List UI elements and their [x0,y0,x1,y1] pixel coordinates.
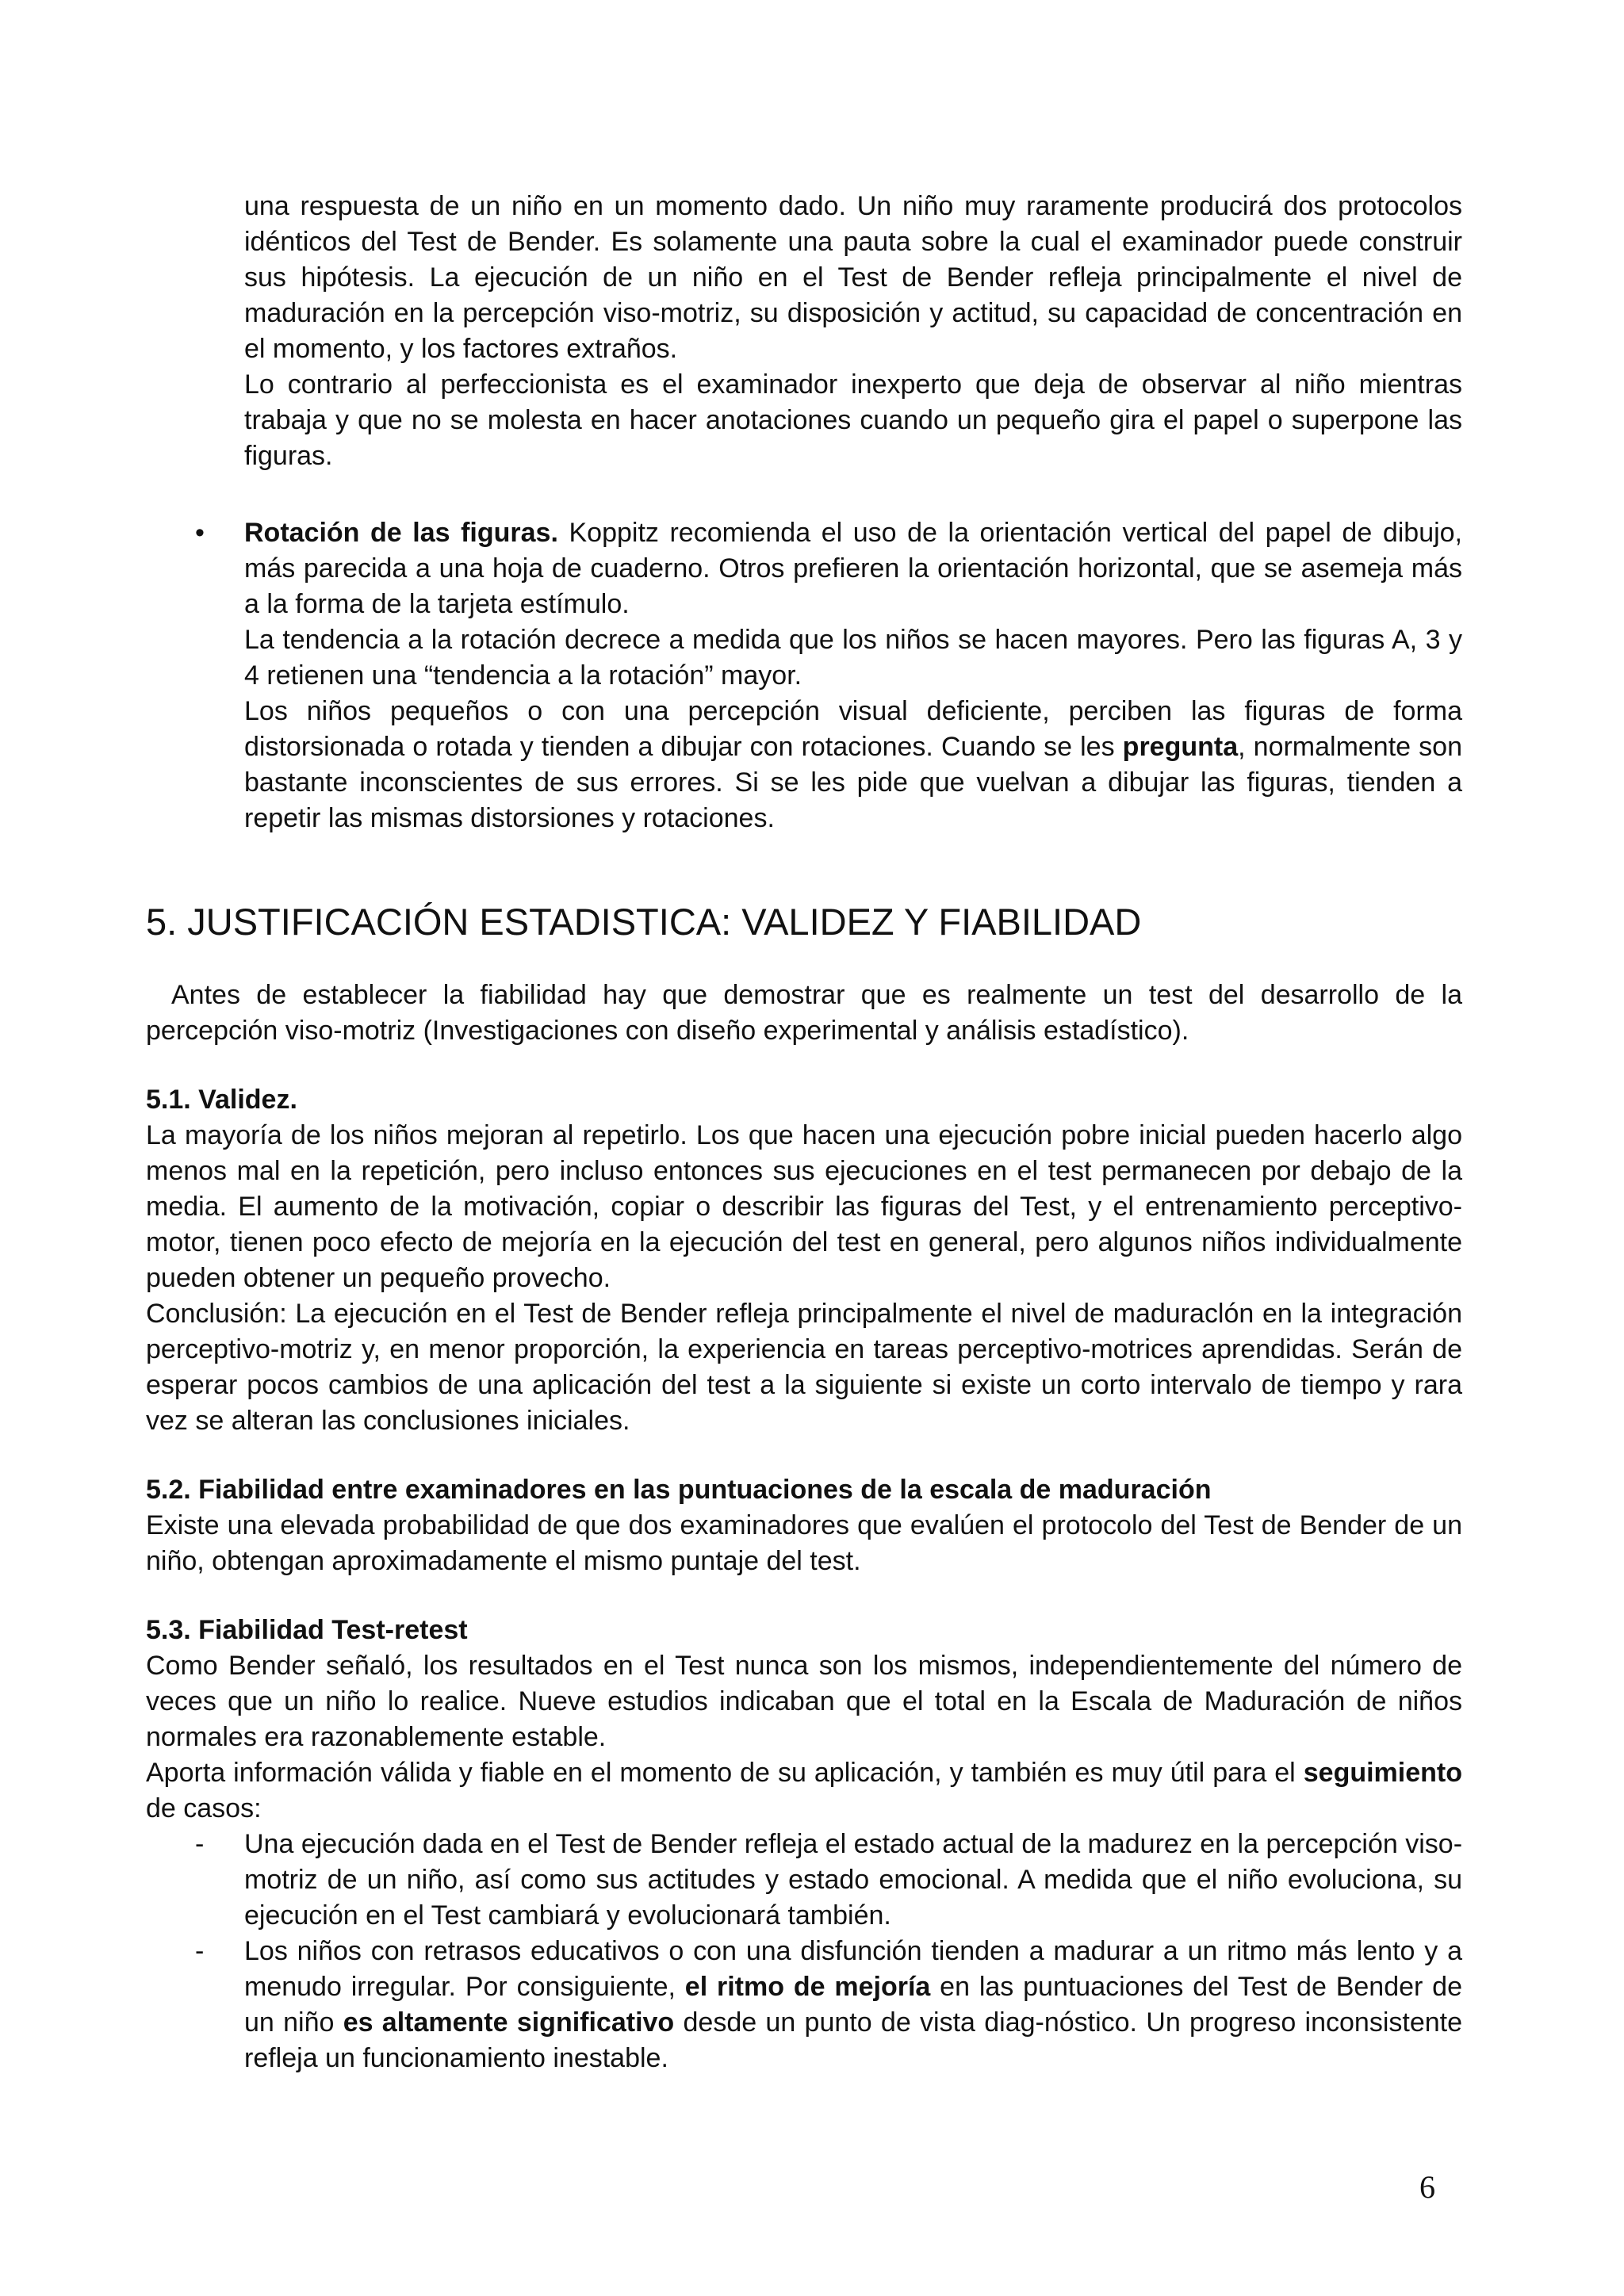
list-item-2-text-d: es altamente significativo [343,2007,675,2038]
bullet-icon: • [195,518,205,548]
rotation-text-1: Koppitz recomienda el uso de la orientación vertical del papel de dibujo, más parecida a una hoja de cuaderno. Otros prefieren la orientación horizontal, que se asemeja más a la forma de la tarjeta estímulo. [244,518,1463,619]
section-5-1-heading: 5.1. Validez. [146,1085,297,1115]
list-item [195,1827,1463,1934]
page-number: 6 [1419,2169,1435,2205]
list-item-2-text-a: Los niños con retrasos educativos o con una disfunción tienden a madurar a un ritmo más lento y a menudo irregular. Por consiguiente, [244,1936,1462,2002]
section-5-1-paragraph-2: Conclusión: La ejecución en el Test de Bender refleja principalmente el nivel de maduraclón en la integración perceptivo-motriz y, en menor proporción, la experiencia en tareas perceptivo-motrices aprendidas. Serán de esperar pocos cambios de una aplicación del test a la siguiente si existe un corto intervalo de tiempo y rara vez se alteran las conclusiones iniciales. [146,1299,1462,1436]
rotation-bullet-block [195,515,1463,836]
section-5-lead: Antes de establecer la fiabilidad hay que demostrar que es realmente un test del desarrollo de la percepción viso-motriz (Investigaciones con diseño experimental y análisis estadístico). [146,980,1462,1046]
section-5-1-paragraph-1: La mayoría de los niños mejoran al repetirlo. Los que hacen una ejecución pobre inicial pueden hacerlo algo menos mal en la repetición, pero incluso entonces sus ejecuciones en el test permanecen por debajo de la media. El aumento de la motivación, copiar o describir las figuras del Test, y el entrenamiento perceptivo-motor, tienen poco efecto de mejoría en la ejecución del test en general, pero algunos niños individualmente pueden obtener un pequeño provecho. [146,1120,1462,1293]
rotation-text-3c: , normalmente son bastante inconscientes de sus errores. Si se les pide que vuelvan a dibujar las figuras, tienden a repetir las mismas distorsiones y rotaciones. [244,732,1462,833]
rotation-paragraph-2: La tendencia a la rotación decrece a medida que los niños se hacen mayores. Pero las figuras A, 3 y 4 retienen una “tendencia a la rotación” mayor. [244,625,1462,691]
list-item [195,1934,1462,2076]
intro-paragraph-2: Lo contrario al perfeccionista es el examinador inexperto que deja de observar al niño mientras trabaja y que no se molesta en hacer anotaciones cuando un pequeño gira el papel o superpone las figuras. [244,369,1462,471]
section-5-3-paragraph-1: Como Bender señaló, los resultados en el Test nunca son los mismos, independientemente del número de veces que un niño lo realice. Nueve estudios indicaban que el total en la Escala de Maduración de niños normales era razonablemente estable. [146,1651,1462,1752]
section-5-2-heading: 5.2. Fiabilidad entre examinadores en las puntuaciones de la escala de maduración [146,1475,1212,1505]
list-item-2-text-e: desde un punto de vista diag-nóstico. Un progreso inconsistente refleja un funcionamiento inestable. [244,2007,1462,2073]
section-5-3-text-2c: de casos: [146,1793,262,1823]
section-5-2-paragraph: Existe una elevada probabilidad de que dos examinadores que evalúen el protocolo del Test de Bender de un niño, obtengan aproximadamente el mismo puntaje del test. [146,1510,1462,1576]
list-item-text: Una ejecución dada en el Test de Bender refleja el estado actual de la madurez en la percepción viso-motriz de un niño, así como sus actitudes y estado emocional. A medida que el niño evoluciona, su ejecución en el Test cambiará y evolucionará también. [244,1829,1463,1931]
rotation-paragraph-1 [244,515,1462,622]
dash-icon: - [195,1829,205,1859]
dash-list [195,1827,1463,2076]
section-5-heading: 5. JUSTIFICACIÓN ESTADISTICA: VALIDEZ Y FIABILIDAD [146,901,1142,943]
rotation-paragraph-3 [244,694,1462,836]
list-item-2-text-b: el ritmo de mejoría [684,1972,931,2002]
rotation-title: Rotación de las figuras. [244,518,558,548]
rotation-text-3b: pregunta [1122,732,1239,762]
section-5-3-paragraph-2 [146,1755,1462,1827]
list-item-2-text-c: en las puntuaciones del Test de Bender de un niño [244,1972,1462,2038]
section-5-3-text-2a: Aporta información válida y fiable en el momento de su aplicación, y también es muy útil para el [146,1758,1304,1788]
page-content [146,189,1462,2076]
list-item-text [244,1934,1462,2076]
rotation-text-3a: Los niños pequeños o con una percepción visual deficiente, perciben las figuras de forma distorsionada o rotada y tienden a dibujar con rotaciones. Cuando se les [244,696,1462,762]
section-5-3-heading: 5.3. Fiabilidad Test-retest [146,1615,468,1645]
intro-paragraph: una respuesta de un niño en un momento dado. Un niño muy raramente producirá dos protocolos idénticos del Test de Bender. Es solamente una pauta sobre la cual el examinador puede construir sus hipótesis. La ejecución de un niño en el Test de Bender refleja principalmente el nivel de maduración en la percepción viso-motriz, su disposición y actitud, su capacidad de concentración en el momento, y los factores extraños. [244,191,1462,364]
section-5-3-text-2b: seguimiento [1303,1758,1462,1788]
dash-icon: - [195,1936,205,1966]
